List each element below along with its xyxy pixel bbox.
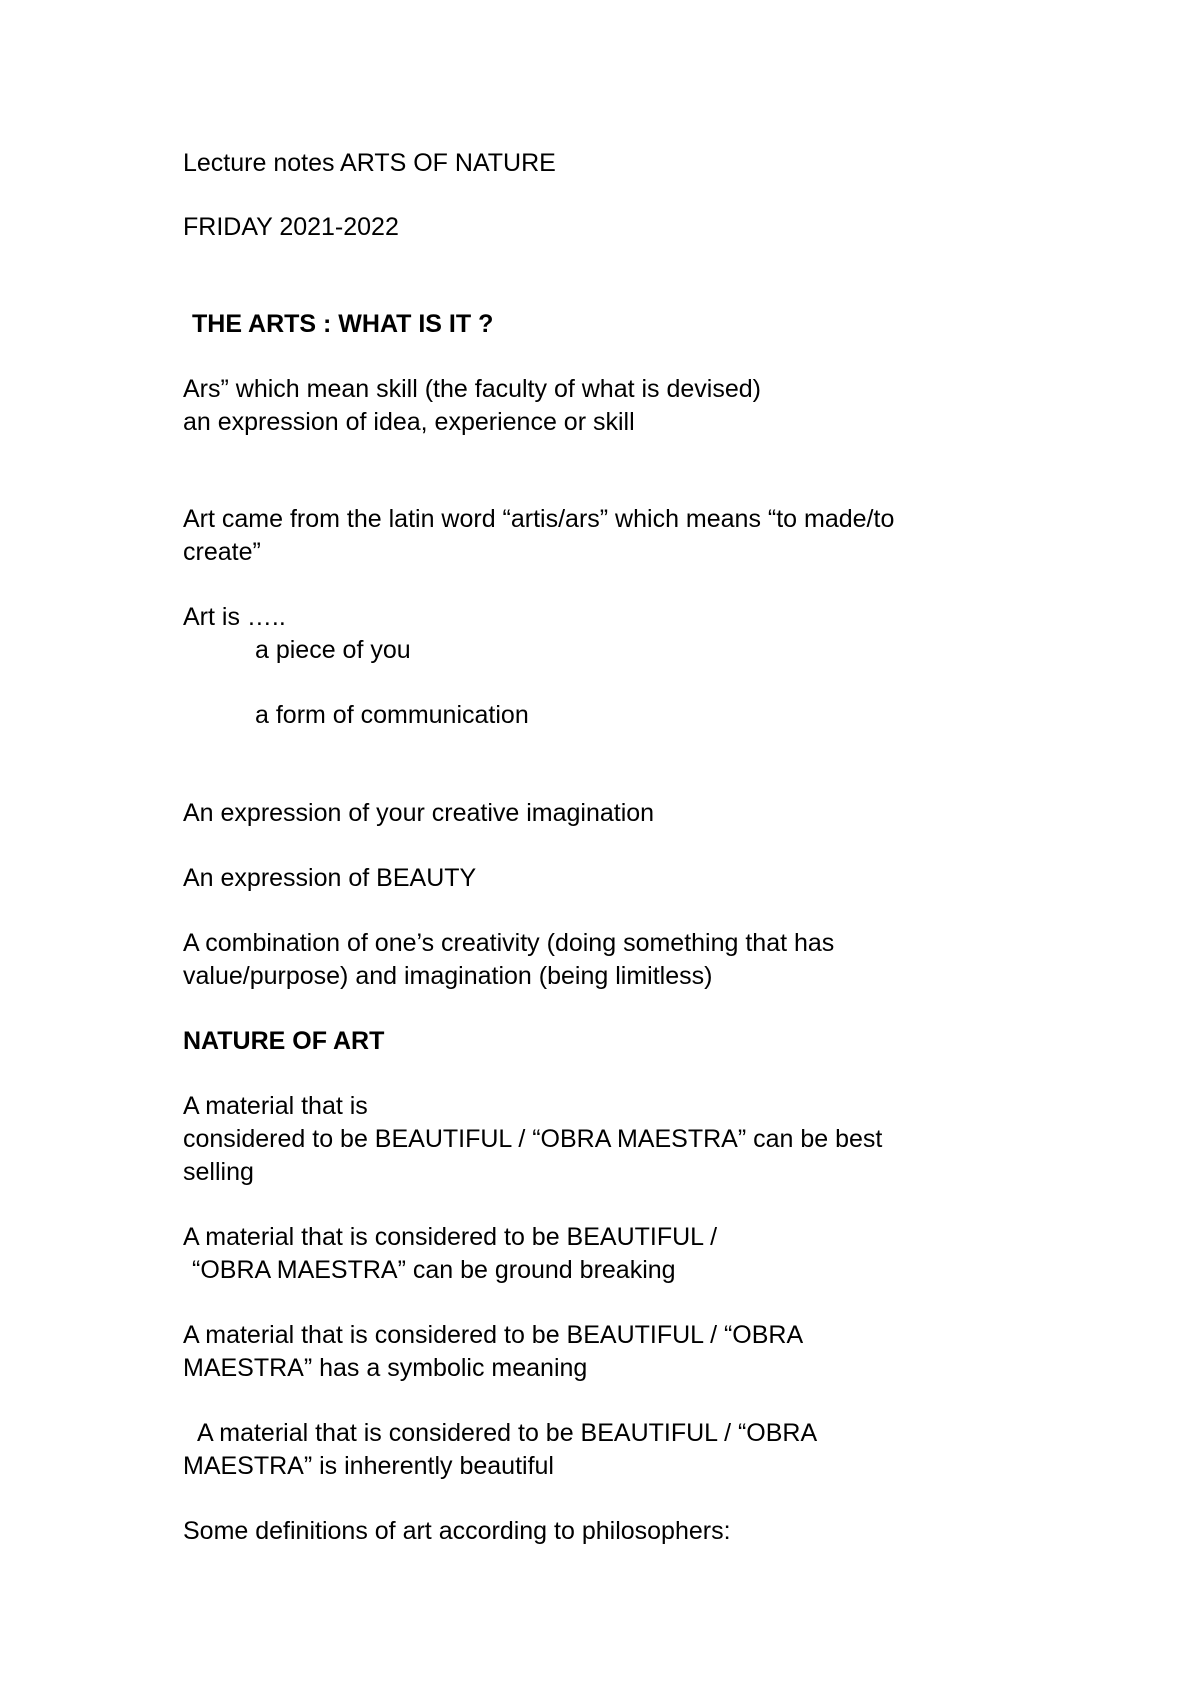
ars-definition-line-2: an expression of idea, experience or skill [183,408,635,436]
course-title: Lecture notes ARTS OF NATURE [183,149,556,177]
latin-origin-line-2: create” [183,538,261,566]
philosophers-line: Some definitions of art according to philosophers: [183,1517,731,1545]
combination-line-1: A combination of one’s creativity (doing something that has [183,929,835,957]
art-is-item-piece: a piece of you [255,636,411,664]
heading-nature-of-art: NATURE OF ART [183,1027,385,1055]
latin-origin-line-1: Art came from the latin word “artis/ars” which means “to made/to [183,505,895,533]
nature-item-3-line-2: MAESTRA” has a symbolic meaning [183,1354,588,1382]
nature-item-1-line-3: selling [183,1158,254,1186]
ars-definition-line-1: Ars” which mean skill (the faculty of what is devised) [183,375,761,403]
art-is-line: Art is ….. [183,603,286,631]
nature-item-2-line-1: A material that is considered to be BEAUTIFUL / [183,1223,718,1251]
nature-item-3-line-1: A material that is considered to be BEAUTIFUL / “OBRA [183,1321,804,1349]
nature-item-2-line-2: “OBRA MAESTRA” can be ground breaking [192,1256,676,1284]
nature-item-1-line-1: A material that is [183,1092,368,1120]
art-is-item-communication: a form of communication [255,701,529,729]
nature-item-1-line-2: considered to be BEAUTIFUL / “OBRA MAESTRA” can be best [183,1125,883,1153]
nature-item-4-line-1: A material that is considered to be BEAUTIFUL / “OBRA [197,1419,818,1447]
heading-the-arts: THE ARTS : WHAT IS IT ? [192,310,494,338]
expression-beauty-line: An expression of BEAUTY [183,864,477,892]
expression-creative-line: An expression of your creative imagination [183,799,655,827]
term-line: FRIDAY 2021-2022 [183,213,399,241]
nature-item-4-line-2: MAESTRA” is inherently beautiful [183,1452,554,1480]
combination-line-2: value/purpose) and imagination (being limitless) [183,962,713,990]
